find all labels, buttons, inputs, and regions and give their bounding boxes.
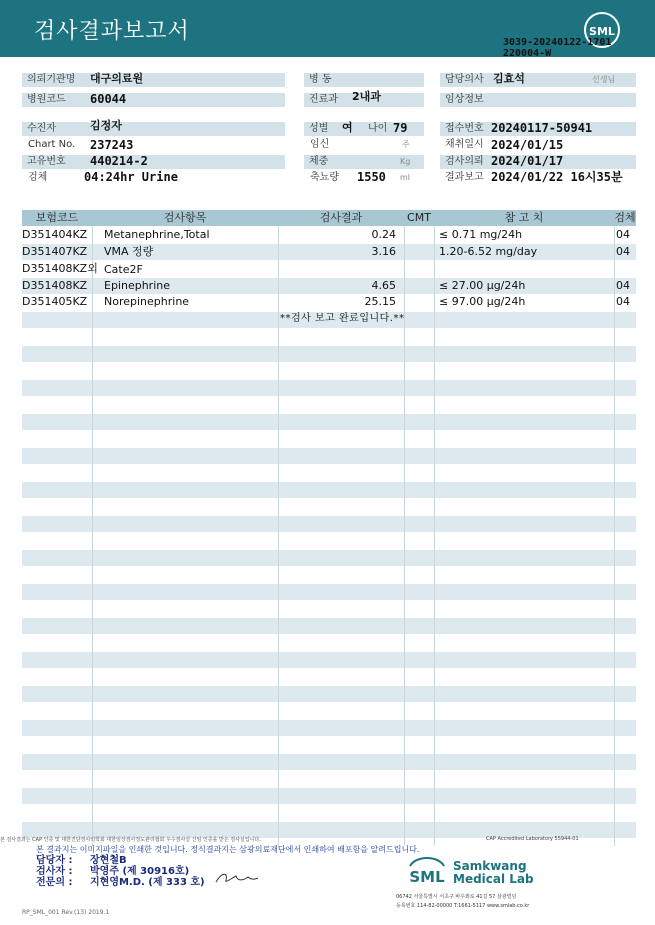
tester-name: 박영주 (제 30916호) [90, 866, 190, 877]
table-row [22, 278, 636, 294]
row-code: D351408KZ [22, 279, 88, 292]
row-specimen: 04 [616, 245, 630, 258]
table-row [22, 244, 636, 260]
patient-label: 수진자 [22, 122, 285, 136]
specimen-value: 04:24hr Urine [84, 170, 178, 184]
table-band [22, 516, 636, 532]
clinical-label: 임상정보 [440, 93, 636, 107]
report-date-value: 2024/01/22 16시35분 [491, 170, 623, 184]
sex-label: 성별 [304, 122, 424, 136]
row-specimen: 04 [616, 295, 630, 308]
request-label: 검사의뢰 [440, 155, 636, 169]
doctor-suffix: 선생님 [592, 75, 616, 84]
institution-value: 대구의료원 [90, 72, 144, 85]
tester-label: 검사자 : [36, 866, 73, 877]
accession-label: 접수번호 [440, 122, 636, 136]
age-value: 79 [393, 121, 408, 135]
urine-volume-value: 1550 [357, 170, 386, 184]
row-result: 0.24 [371, 228, 396, 241]
row-specimen: 04 [616, 228, 630, 241]
collect-label: 채취일시 [445, 139, 484, 150]
specialist-name: 지현영M.D. (제 333 호) [90, 877, 205, 888]
row-reference: ≤ 0.71 mg/24h [439, 228, 523, 241]
lab-name: Samkwang Medical Lab [453, 859, 534, 886]
pregnancy-label: 임신 [310, 139, 330, 150]
col-specimen: 검체 [614, 211, 636, 224]
col-reference: 참 고 치 [504, 211, 544, 224]
age-label: 나이 [368, 123, 388, 134]
row-item: Norepinephrine [104, 295, 190, 308]
table-band [22, 414, 636, 430]
doctor-label: 담당의사 [440, 73, 636, 87]
table-band [22, 788, 636, 804]
row-reference: 1.20-6.52 mg/day [439, 245, 538, 258]
table-band [22, 346, 636, 362]
collect-value: 2024/01/15 [491, 138, 564, 152]
signature-icon [214, 868, 260, 886]
table-band [22, 448, 636, 464]
hospital-code-value: 60044 [90, 92, 127, 106]
pregnancy-unit: 주 [402, 140, 410, 149]
row-result: 3.16 [371, 245, 396, 258]
table-row [22, 311, 636, 327]
row-reference: ≤ 97.00 μg/24h [439, 295, 526, 308]
report-date-label: 결과보고 [445, 172, 484, 183]
row-item: Metanephrine,Total [104, 228, 210, 241]
table-row [22, 227, 636, 243]
table-row [22, 294, 636, 310]
sex-value: 여 [342, 121, 353, 134]
row-result: 25.15 [364, 295, 396, 308]
fine-print-right: CAP Accredited Laboratory 55944-01 [486, 836, 579, 842]
report-title: 검사결과보고서 [34, 19, 190, 44]
row-result: 4.65 [371, 279, 396, 292]
dept-label: 진료과 [304, 93, 424, 107]
table-band [22, 482, 636, 498]
ward-label: 병 동 [304, 73, 424, 87]
hospital-code-label: 병원코드 [22, 93, 285, 107]
row-item: VMA 정량 [104, 245, 154, 258]
patient-value: 김정자 [90, 119, 122, 132]
form-code: RP_SML_001 Rev.(13) 2019.1 [22, 909, 110, 916]
dept-value: 2내과 [352, 90, 381, 103]
request-value: 2024/01/17 [491, 154, 564, 168]
row-code: D351408KZ외 [22, 262, 98, 275]
lab-address: 06742 서울특별시 서초구 바우뫼로 41길 57 삼광빌딩 등록번호 114-82-00000 T:1661-5117 www.smlab.co.kr [396, 894, 530, 909]
row-specimen: 04 [616, 279, 630, 292]
image-print-note: 본 결과지는 이미지파일을 인쇄한 것입니다. 정식결과지는 삼광의료재단에서 인쇄하여 배포함을 알려드립니다. [36, 845, 420, 854]
unique-label: 고유번호 [22, 155, 285, 169]
manager-label: 담당자 : [36, 855, 73, 866]
row-reference: ≤ 27.00 μg/24h [439, 279, 526, 292]
col-result: 검사결과 [319, 211, 363, 224]
specimen-label: 검체 [28, 172, 48, 183]
specialist-label: 전문의 : [36, 877, 73, 888]
col-test-item: 검사항목 [163, 211, 207, 224]
col-insurance-code: 보험코드 [35, 211, 79, 224]
row-item: Cate2F [104, 263, 143, 276]
sml-logo-icon: SML [584, 12, 620, 48]
completion-note: **검사 보고 완료입니다.** [280, 313, 405, 324]
sml-footer-logo-icon [406, 856, 448, 886]
table-band [22, 550, 636, 566]
table-band [22, 754, 636, 770]
accession-value: 20240117-50941 [491, 121, 593, 135]
row-code: D351405KZ [22, 295, 88, 308]
col-cmt: CMT [407, 211, 431, 224]
row-item: Epinephrine [104, 279, 170, 292]
svg-text:SML: SML [409, 868, 445, 886]
fine-print-left: 본 검사결과는 CAP 인증 및 대한진단검사의학회 대한임상검사정도관리협회 우수검사실 신임 인증을 받은 검사실입니다. [0, 837, 261, 843]
row-code: D351407KZ [22, 245, 88, 258]
table-band [22, 618, 636, 634]
results-table-header [22, 210, 636, 226]
urine-volume-unit: ml [400, 173, 411, 182]
table-band [22, 380, 636, 396]
table-band [22, 584, 636, 600]
report-id: 3039-20240122-1701 220004-W [503, 37, 612, 59]
table-band [22, 720, 636, 736]
table-row [22, 261, 636, 277]
weight-label: 체중 [304, 155, 424, 169]
urine-volume-label: 축뇨량 [310, 172, 339, 183]
doctor-value: 김효석 [493, 72, 525, 85]
row-code: D351404KZ [22, 228, 88, 241]
table-band [22, 686, 636, 702]
unique-value: 440214-2 [90, 154, 148, 168]
table-band [22, 652, 636, 668]
manager-name: 장현철B [90, 855, 127, 866]
chart-label: Chart No. [28, 139, 76, 150]
institution-label: 의뢰기관명 [22, 73, 285, 87]
chart-value: 237243 [90, 138, 134, 152]
weight-unit: Kg [400, 157, 411, 166]
